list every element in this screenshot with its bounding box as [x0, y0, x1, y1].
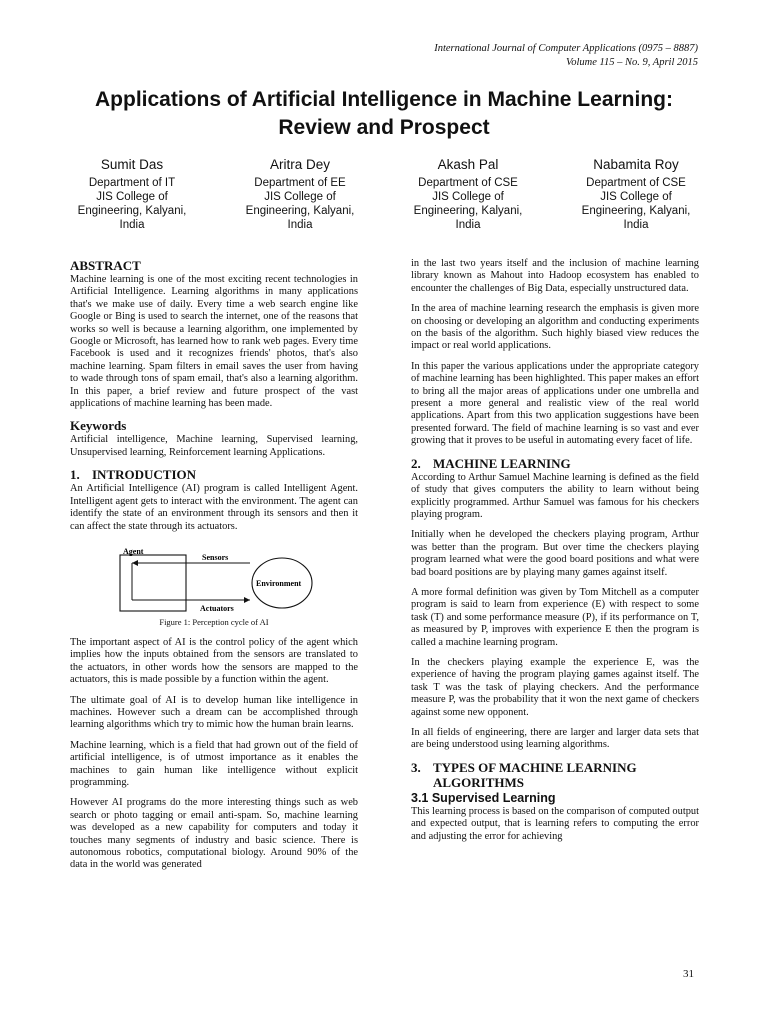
author-block: [52, 156, 212, 232]
author-name: Sumit Das: [100, 157, 164, 172]
sensors-arrowhead: [132, 560, 138, 566]
abstract-text: Machine learning is one of the most exciting recent technologies in Artificial Intelligence. Learning algorithms in many applications that's we make use of daily. Every time a web search engine like Google or Bing is used to search the internet, one of the reasons that works so well is because a learning algorithm, one implemented by Google or Microsoft, has learned how to rank web pages. Every time Facebook is used and it recognizes friends' photos, that's also machine learning. Spam filters in email saves the user from having to wade through tons of spam email, that's also a learning algorithm. In this paper, a brief review and future prospect of the vast applications of machine learning has been made.: [70, 274, 358, 410]
author-place: Engineering, Kalyani,: [581, 205, 691, 217]
machine-learning-heading: [411, 456, 699, 471]
page-number: 31: [683, 968, 694, 980]
ml-paragraph: A more formal definition was given by Tom Mitchell as a computer program is said to learn from experience (E) with respect to some task (T) and some performance measure (P), if its performance on T, as measured by P, improves with experience E then the program is called a machine learning program.: [411, 586, 699, 648]
author-department: Department of IT: [88, 177, 176, 189]
author-department: Department of CSE: [586, 177, 686, 189]
author-country: India: [287, 219, 313, 231]
introduction-heading: [70, 467, 358, 482]
ml-paragraph: Initially when he developed the checkers playing program, Arthur was better than the program. But over time the checkers playing program learned what were the good board positions and what were bad board positions are by playing many games against itself.: [411, 529, 699, 578]
section-title: MACHINE LEARNING: [433, 455, 571, 471]
intro-continued-paragraph: In this paper the various applications under the appropriate category of machine learning has been highlighted. This paper makes an effort to bring all the major areas of applications under one umbrella and present a more general and realistic view of the real world applications. Apart from this two application suggestions have been presented forward. The field of machine learning is so vast and ever growing that it proves to be useful in automating every facet of life.: [411, 360, 699, 447]
perception-cycle-figure: [70, 545, 358, 631]
perception-cycle-diagram: [70, 545, 358, 617]
actuators-label: Actuators: [200, 603, 234, 613]
author-department: Department of CSE: [418, 177, 518, 189]
author-place: Engineering, Kalyani,: [77, 205, 187, 217]
keywords-text: Artificial intelligence, Machine learning, Supervised learning, Unsupervised learning, Reinforcement learning Applications.: [70, 434, 358, 458]
author-department: Department of EE: [254, 177, 346, 189]
keywords-heading: Keywords: [70, 418, 127, 434]
author-college: JIS College of: [432, 191, 504, 203]
journal-header: International Journal of Computer Applications (0975 – 8887): [434, 43, 698, 54]
section-number: 1.: [70, 467, 80, 483]
intro-paragraph: The ultimate goal of AI is to develop human like intelligence in machines. However such a dream can be accomplished through learning algorithms which try to mimic how the human brain learns.: [70, 694, 358, 731]
author-name: Nabamita Roy: [593, 157, 679, 172]
section-title: TYPES OF MACHINE LEARNING ALGORITHMS: [433, 759, 637, 790]
sensors-label: Sensors: [202, 552, 229, 562]
environment-label: Environment: [256, 578, 302, 588]
intro-paragraph: Machine learning, which is a field that had grown out of the field of artificial intelligence, is of utmost importance as it enables the machines to gain human like intelligence without explicit programming.: [70, 739, 358, 788]
ml-paragraph: In all fields of engineering, there are larger and larger data sets that are being understood using learning algorithms.: [411, 727, 699, 751]
author-name: Aritra Dey: [269, 157, 330, 172]
author-name: Akash Pal: [437, 157, 499, 172]
ml-paragraph: In the checkers playing example the experience E, was the experience of having the program playing games against itself. The task T was the task of playing checkers. And the performance measure P, was the probability that it won the next game of checkers against some new opponent.: [411, 656, 699, 718]
author-block: [556, 156, 716, 232]
author-college: JIS College of: [96, 191, 168, 203]
supervised-paragraph: This learning process is based on the comparison of computed output and expected output, that is learning refers to computing the error and adjusting the error for achieving: [411, 805, 699, 842]
intro-paragraph: The important aspect of AI is the control policy of the agent which implies how the inputs obtained from the sensors are translated to the actuators, in other words how the sensors are mapped to the actuators, this is made possible by a function within the agent.: [70, 636, 358, 686]
intro-paragraph: However AI programs do the more interesting things such as web search or photo tagging or email anti-spam. So, machine learning was developed as a new capability for computers and today it touches many segments of industry and basic science. There is autonomous robotics, computational biology. Around 90% of the data in the world was generated: [70, 797, 358, 871]
supervised-learning-subheading: 3.1 Supervised Learning: [411, 790, 556, 805]
author-block: [220, 156, 380, 232]
author-country: India: [455, 219, 481, 231]
paper-title: Applications of Artificial Intelligence in Machine Learning: Review and Prospect: [95, 88, 673, 139]
types-heading: [411, 760, 699, 790]
figure-caption: Figure 1: Perception cycle of AI: [159, 616, 269, 627]
author-block: [388, 156, 548, 232]
author-college: JIS College of: [264, 191, 336, 203]
author-place: Engineering, Kalyani,: [245, 205, 355, 217]
ml-paragraph: According to Arthur Samuel Machine learning is defined as the field of study that gives computers the ability to learn without being explicitly programmed. Arthur Samuel was famous for his checkers playing program.: [411, 471, 699, 520]
actuators-arrowhead: [244, 597, 250, 603]
author-place: Engineering, Kalyani,: [413, 205, 523, 217]
section-title: INTRODUCTION: [92, 467, 197, 483]
intro-paragraph: An Artificial Intelligence (AI) program is called Intelligent Agent. Intelligent agent gets to interact with the environment. The agent can identify the state of an environment through its sensors and then it can affect the state through its actuators.: [70, 483, 358, 532]
section-number: 3.: [411, 759, 421, 775]
abstract-heading: ABSTRACT: [70, 258, 141, 273]
section-number: 2.: [411, 455, 421, 471]
author-country: India: [623, 219, 649, 231]
right-column: [411, 258, 699, 851]
left-column: [70, 258, 358, 880]
intro-continued-paragraph: in the last two years itself and the inclusion of machine learning library known as Mahout into Hadoop ecosystem has enabled to encounter the challenges of Big Data, especially unstructured data.: [411, 258, 699, 294]
volume-header: Volume 115 – No. 9, April 2015: [565, 57, 698, 68]
author-college: JIS College of: [600, 191, 672, 203]
intro-continued-paragraph: In the area of machine learning research the emphasis is given more on choosing or developing an algorithm and conducting experiments on the basis of the algorithm. Such highly biased view reduces the impact or real world applications.: [411, 303, 699, 352]
agent-label: Agent: [123, 546, 144, 556]
author-country: India: [119, 219, 145, 231]
